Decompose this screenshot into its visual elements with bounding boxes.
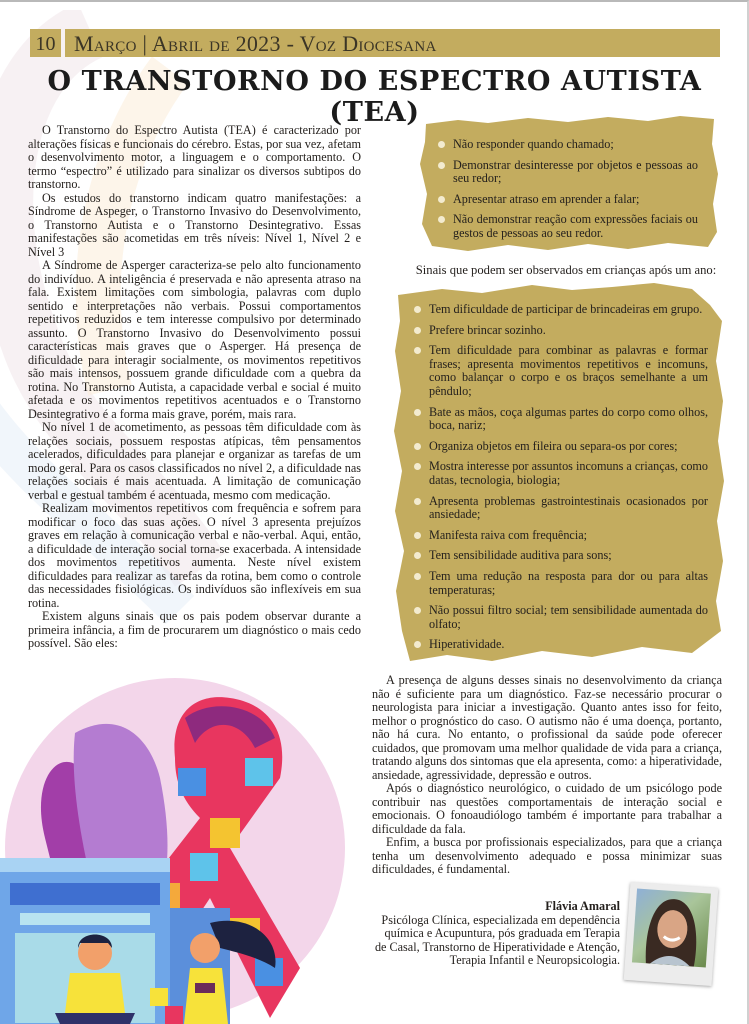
left-column [28, 124, 361, 651]
author-photo [624, 882, 719, 986]
bullet-icon [438, 141, 445, 148]
author-credit [372, 900, 620, 968]
toy-block-pink [165, 1006, 183, 1024]
signs-after-one-year-list [414, 303, 708, 659]
bullet-icon [414, 607, 421, 614]
list-item: Apresenta problemas gastrointestinais ocasionados por ansiedade; [414, 495, 708, 522]
list-item: Demonstrar desinteresse por objetos e pessoas ao seu redor; [438, 159, 698, 186]
bullet-icon [414, 306, 421, 313]
list-item: Bate as mãos, coça algumas partes do corpo como olhos, boca, nariz; [414, 406, 708, 433]
page-number: 10 [30, 29, 61, 57]
paragraph: A presença de alguns desses sinais no desenvolvimento da criança não é suficiente para um diagnóstico. Faz-se necessário procurar o neurologista para iniciar a investigação. Quanto antes isso for feito, melhor o prognóstico do caso. O autismo não é uma doença, portanto, não há cura. No entanto, o profissional da saúde pode oferecer cuidados, que promovam uma melhor qualidade de vida para a criança, tratando alguns dos sintomas que ela apresenta, como: a hiperatividade, ansiedade, agressividade, depressão e outros. [372, 673, 722, 782]
list-item: Manifesta raiva com frequência; [414, 529, 708, 543]
bullet-icon [414, 532, 421, 539]
list-item: Organiza objetos em fileira ou separa-os por cores; [414, 440, 708, 454]
author-name: Flávia Amaral [545, 899, 620, 913]
list-item: Hiperatividade. [414, 638, 708, 652]
bullet-icon [438, 196, 445, 203]
paragraph: O Transtorno do Espectro Autista (TEA) é caracterizado por alterações físicas e funcionais do cérebro. Estas, por sua vez, afetam o desenvolvimento motor, a linguagem e o comportamento. O termo “espectro” é utilizado para sinalizar os diversos subtipos do transtorno. [28, 123, 361, 191]
bullet-icon [414, 641, 421, 648]
bullet-icon [414, 443, 421, 450]
list-item: Não responder quando chamado; [438, 138, 698, 152]
paragraph: Os estudos do transtorno indicam quatro manifestações: a Síndrome de Aspeger, o Transtorno Invasivo do Desenvolvimento, o Transtorno Autista e o Transtorno Desintegrativo. Essas manifestações são acometidas em três níveis: Nível 1, Nível 2 e Nível 3 [28, 190, 361, 259]
bullet-icon [414, 573, 421, 580]
bullet-icon [438, 216, 445, 223]
paragraph: Realizam movimentos repetitivos com frequência e sofrem para modificar o foco das suas ações. O nível 3 apresenta prejuízos graves em relação à comunicação verbal e não-verbal. Aqui, então, a dificuldade de interação social torna-se exacerbada. A intensidade dos movimentos repetitivos aumenta. Neste nível existem dificuldades para realizar as tarefas da rotina, bem como o controle das necessidades fisiológicas. Os indivíduos são inflexíveis em sua rotina. [28, 501, 361, 610]
author-bio: Psicóloga Clínica, especializada em dependência química e Acupuntura, pós graduada em Terapia de Casal, Transtorno de Hiperatividade e Atenção, Terapia Infantil e Neuropsicologia. [374, 912, 620, 968]
paragraph: Enfim, a busca por profissionais especializados, para que a criança tenha um desenvolvimento adequado e possa minimizar suas dificuldades, é fundamental. [372, 835, 722, 876]
list-item: Tem dificuldade de participar de brincadeiras em grupo. [414, 303, 708, 317]
bullet-icon [414, 463, 421, 470]
paragraph: Após o diagnóstico neurológico, o cuidado de um psicólogo pode contribuir nas questões comportamentais de interação social e emocionais. O fonoaudiólogo também é importante para trabalhar a dificuldade da fala. [372, 781, 722, 836]
bullet-icon [438, 162, 445, 169]
author-portrait-image [632, 889, 711, 968]
list-item: Mostra interesse por assuntos incomuns a crianças, como datas, tecnologia, biologia; [414, 460, 708, 487]
signs-after-one-year-heading: Sinais que podem ser observados em crianças após um ano: [415, 263, 717, 277]
signs-infancy-list [438, 138, 698, 248]
bullet-icon [414, 327, 421, 334]
bullet-icon [414, 409, 421, 416]
list-item: Prefere brincar sozinho. [414, 324, 708, 338]
paragraph: A Síndrome de Asperger caracteriza-se pelo alto funcionamento do indivíduo. A inteligência é preservada e não apresenta atraso na fala. Existem limitações com simbologia, palavras com duplo sentido e interpretações não verbais. Possui comportamentos repetitivos reduzidos e tem interesse compulsivo por determinado assunto. O Transtorno Invasivo do Desenvolvimento possui características mais graves que o Asperger. Há presença de dificuldade para interagir socialmente, os movimentos repetitivos são mais intensos, possuem grande dificuldade com a quebra da rotina. No Transtorno Autista, a capacidade verbal e social é muito afetada e os movimentos repetitivos acentuados e o Transtorno Desintegrativo é a forma mais grave, porém, mais rara. [28, 258, 361, 421]
paragraph: No nível 1 de acometimento, as pessoas têm dificuldade com às relações sociais, possuem respostas atípicas, têm pensamentos acelerados, dificuldades para planejar e organizar as tarefas de um modo geral. Para os casos classificados no nível 2, a dificuldade nas relações sociais é mais acentuada. A limitação de comunicação verbal e gestual também é acentuada, mesmo com medicação. [28, 420, 361, 502]
paragraph: Existem alguns sinais que os pais podem observar durante a primeira infância, a fim de procurarem um diagnóstico o mais cedo possível. São eles: [28, 609, 361, 650]
header-bar [30, 29, 720, 57]
right-column [372, 674, 722, 877]
list-item: Tem uma redução na resposta para dor ou para altas temperaturas; [414, 570, 708, 597]
list-item: Não possui filtro social; tem sensibilidade aumentada do olfato; [414, 604, 708, 631]
autism-awareness-illustration [0, 668, 360, 1024]
bullet-icon [414, 552, 421, 559]
list-item: Não demonstrar reação com expressões faciais ou gestos de pessoas ao seu redor. [438, 213, 698, 240]
issue-line: Março | Abril de 2023 - Voz Diocesana [65, 29, 720, 57]
article-title: O TRANSTORNO DO ESPECTRO AUTISTA (TEA) [47, 66, 702, 128]
bullet-icon [414, 347, 421, 354]
bullet-icon [414, 498, 421, 505]
list-item: Apresentar atraso em aprender a falar; [438, 193, 698, 207]
list-item: Tem dificuldade para combinar as palavras e formar frases; apresenta movimentos repetitivos e incomuns, como balançar o corpo e os braços semelhante a um pêndulo; [414, 344, 708, 398]
list-item: Tem sensibilidade auditiva para sons; [414, 549, 708, 563]
toy-block-yellow [150, 988, 168, 1006]
